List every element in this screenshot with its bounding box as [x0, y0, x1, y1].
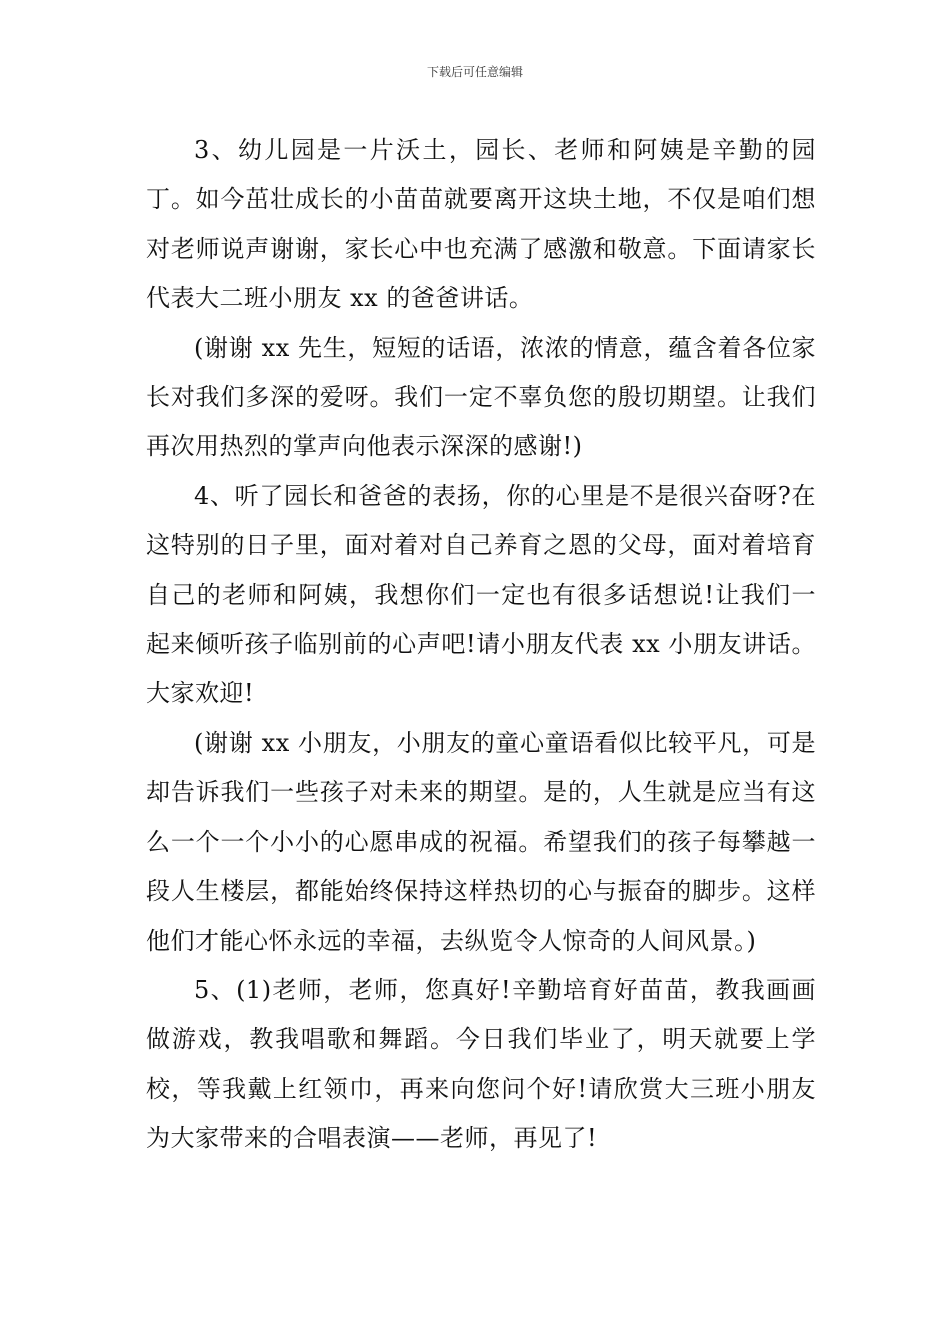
paragraph-thanks-child: (谢谢 xx 小朋友，小朋友的童心童语看似比较平凡，可是却告诉我们一些孩子对未来的期望。是的，人生就是应当有这么一个一个小小的心愿串成的祝福。希望我们的孩子每攀越一段人生楼层，都能始终保持这样热切的心与振奋的脚步。这样他们才能心怀永远的幸福，去纵览令人惊奇的人间风景。) — [146, 728, 816, 955]
paragraph-thanks-parent: (谢谢 xx 先生，短短的话语，浓浓的情意，蕴含着各位家长对我们多深的爱呀。我们一定不辜负您的殷切期望。让我们再次用热烈的掌声向他表示深深的感谢!) — [146, 333, 816, 461]
paragraph-5: 5、(1)老师，老师，您真好!辛勤培育好苗苗，教我画画做游戏，教我唱歌和舞蹈。今日我们毕业了，明天就要上学校，等我戴上红领巾，再来向您问个好!请欣赏大三班小朋友为大家带来的合唱表演——老师，再见了! — [146, 975, 816, 1153]
paragraph-4: 4、听了园长和爸爸的表扬，你的心里是不是很兴奋呀?在这特别的日子里，面对着对自己养育之恩的父母，面对着培育自己的老师和阿姨，我想你们一定也有很多话想说!让我们一起来倾听孩子临别前的心声吧!请小朋友代表 xx 小朋友讲话。大家欢迎! — [146, 481, 816, 708]
page-header: 下载后可任意编辑 — [426, 65, 523, 79]
document-body — [146, 126, 816, 1164]
paragraph-3: 3、幼儿园是一片沃土，园长、老师和阿姨是辛勤的园丁。如今茁壮成长的小苗苗就要离开这块土地，不仅是咱们想对老师说声谢谢，家长心中也充满了感激和敬意。下面请家长代表大二班小朋友 xx 的爸爸讲话。 — [146, 136, 816, 313]
